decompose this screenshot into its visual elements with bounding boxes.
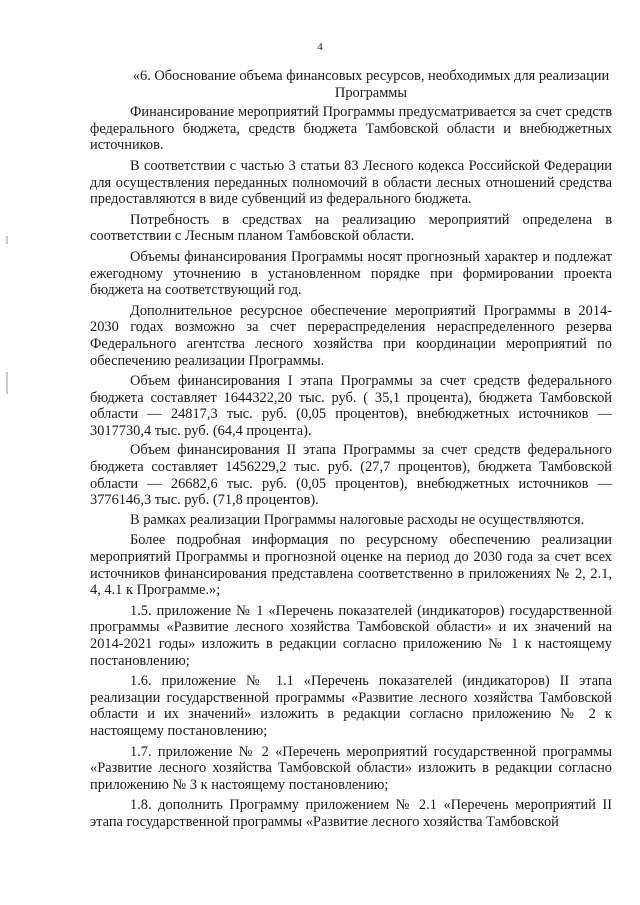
paragraph: Дополнительное ресурсное обеспечение мероприятий Программы в 2014-2030 годах возможно за счет перераспределения нераспределенного резерва Федерального агентства лесного хозяйства при координации мероприятий по обеспечению реализации Программы.: [90, 302, 612, 369]
paragraph: Финансирование мероприятий Программы предусматривается за счет средств федерального бюджета, средств бюджета Тамбовской области и внебюджетных источников.: [90, 104, 612, 154]
paragraph: 1.6. приложение № 1.1 «Перечень показателей (индикаторов) II этапа реализации государственной программы «Развитие лесного хозяйства Тамбовской области и их значений» изложить в редакции согласно приложению № 2 к настоящему постановлению;: [90, 673, 612, 739]
paragraph: 1.5. приложение № 1 «Перечень показателей (индикаторов) государственной программы «Развитие лесного хозяйства Тамбовской области» и их значений на 2014-2021 годы» изложить в редакции согласно приложению № 1 к настоящему постановлению;: [90, 602, 612, 669]
paragraph: Объем финансирования II этапа Программы за счет средств федерального бюджета составляет 1456229,2 тыс. руб. (27,7 процентов), бюджета Тамбовской области — 26682,6 тыс. руб. (0,05 процентов), внебюджетных источников — 3776146,3 тыс. руб. (71,8 процентов).: [90, 442, 612, 509]
paragraph: В рамках реализации Программы налоговые расходы не осуществляются.: [130, 511, 585, 528]
paragraph: Объемы финансирования Программы носят прогнозный характер и подлежат ежегодному уточнению в установленном порядке при формировании проекта бюджета на соответствующий год.: [90, 248, 612, 299]
paragraph: Потребность в средствах на реализацию мероприятий определена в соответствии с Лесным планом Тамбовской области.: [90, 211, 612, 245]
document-body: [90, 68, 612, 835]
paragraph: 1.7. приложение № 2 «Перечень мероприятий государственной программы «Развитие лесного хозяйства Тамбовской области» изложить в редакции согласно приложению № 3 к настоящему постановлению;: [90, 743, 612, 793]
paragraph: Более подробная информация по ресурсному обеспечению реализации мероприятий Программы и прогнозной оценке на период до 2030 года за счет всех источников финансирования представлена соответственно в приложениях № 2, 2.1, 4, 4.1 к Программе.»;: [90, 532, 612, 599]
paragraph: 1.8. дополнить Программу приложением № 2.1 «Перечень мероприятий II этапа государственной программы «Развитие лесного хозяйства Тамбовской: [90, 797, 612, 830]
page-number: 4: [317, 41, 323, 53]
section-heading: «6. Обоснование объема финансовых ресурсов, необходимых для реализации Программы: [132, 68, 610, 101]
scan-edge-mark: [6, 372, 8, 394]
paragraph: В соответствии с частью 3 статьи 83 Лесного кодекса Российской Федерации для осуществления переданных полномочий в области лесных отношений средства предоставляются в виде субвенций из федерального бюджета.: [90, 157, 612, 208]
scan-edge-mark: [6, 236, 8, 244]
paragraph: Объем финансирования I этапа Программы за счет средств федерального бюджета составляет 1644322,20 тыс. руб. ( 35,1 процента), бюджета Тамбовской области — 24817,3 тыс. руб. (0,05 процентов), внебюджетных источников — 3017730,4 тыс. руб. (64,4 процента).: [90, 373, 612, 439]
